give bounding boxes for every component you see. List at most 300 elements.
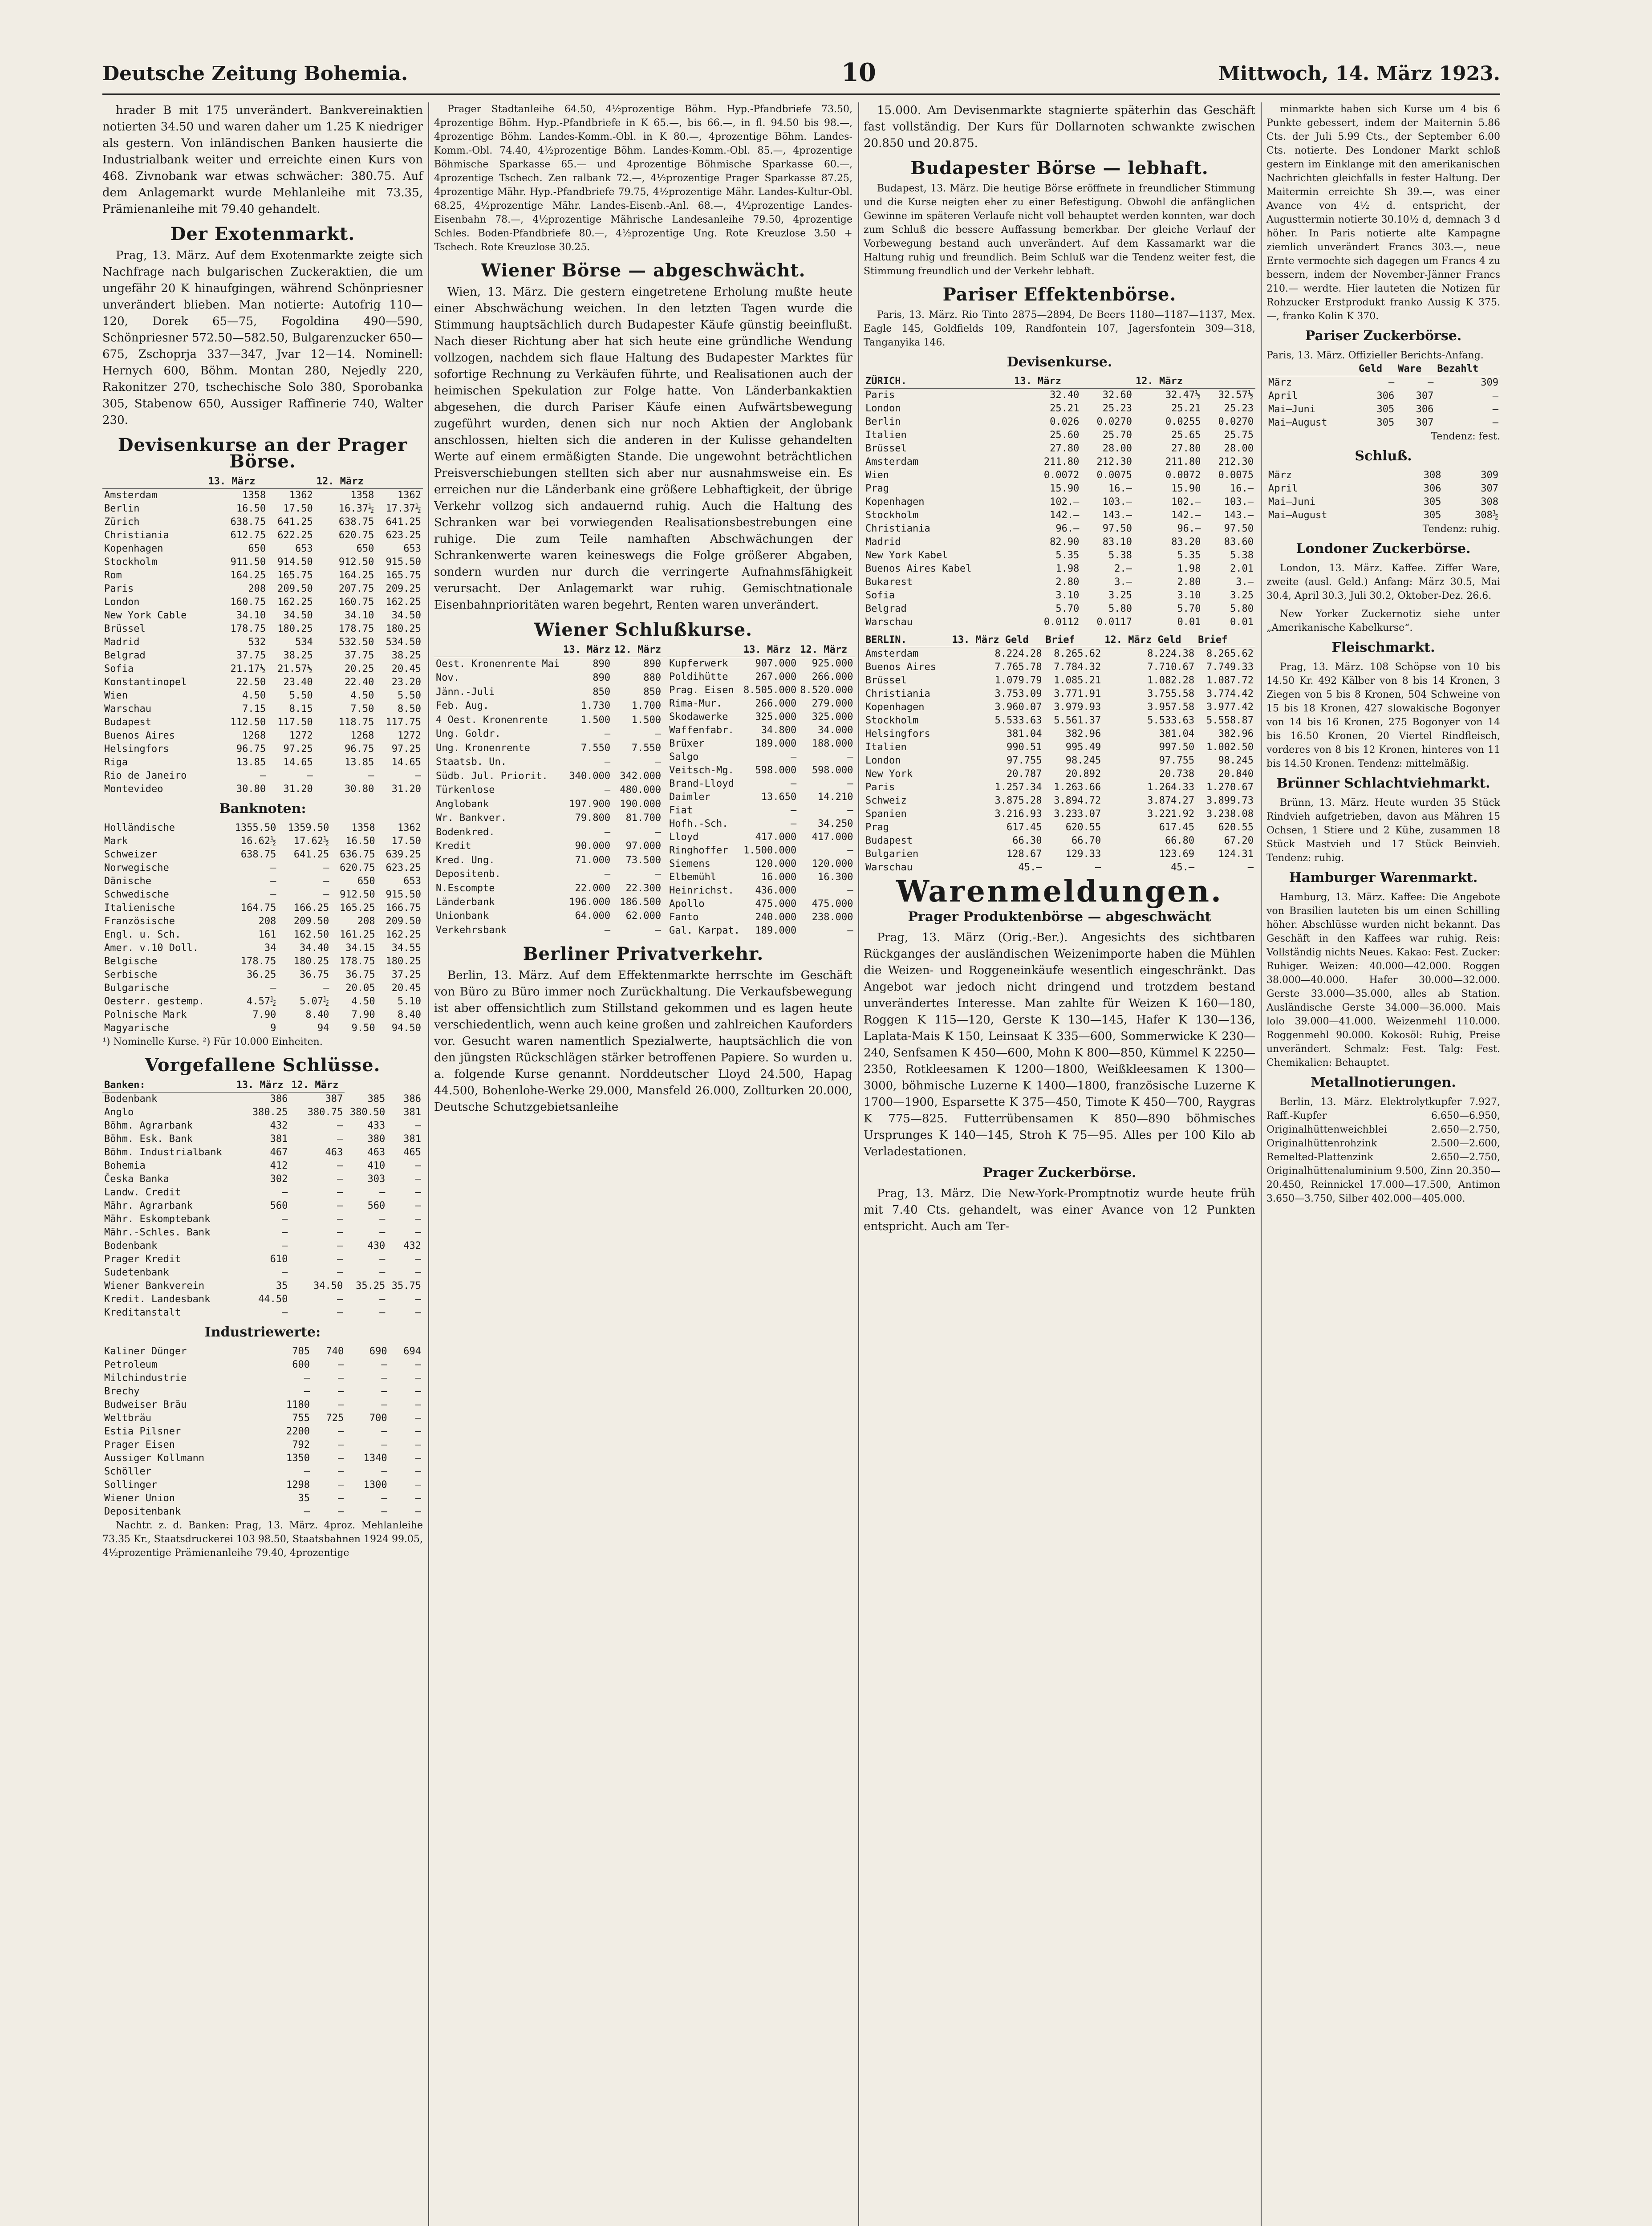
table-row bbox=[102, 888, 423, 902]
table-row bbox=[864, 536, 1255, 549]
row-label: Oest. Kronenrente Mai bbox=[436, 658, 560, 670]
row-label: Skodawerke bbox=[669, 711, 728, 723]
table-row bbox=[667, 737, 855, 751]
row-value: 3.233.07 bbox=[1054, 808, 1101, 820]
row-value: 97.755 bbox=[1006, 755, 1042, 766]
exoten-heading: Der Exotenmarkt. bbox=[170, 223, 355, 244]
table-row bbox=[102, 1358, 423, 1372]
row-value: — bbox=[604, 784, 611, 796]
table-row bbox=[102, 1372, 423, 1385]
row-value: 180.25 bbox=[277, 623, 313, 634]
row-value: 208 bbox=[357, 916, 375, 927]
row-value: 35.75 bbox=[391, 1280, 421, 1292]
table-row bbox=[102, 1133, 423, 1146]
table-row bbox=[864, 754, 1255, 768]
row-label: Schweizer bbox=[104, 849, 158, 860]
produkten-heading: Prager Produktenbörse — abgeschwächt bbox=[908, 909, 1211, 925]
row-value: — bbox=[337, 1267, 343, 1278]
row-value: 209.50 bbox=[293, 916, 329, 927]
row-value: 1355.50 bbox=[235, 822, 276, 833]
row-value: 166.25 bbox=[293, 902, 329, 914]
row-value: 98.245 bbox=[1218, 755, 1254, 766]
row-value: — bbox=[337, 1227, 343, 1238]
row-label: Anglobank bbox=[436, 798, 489, 810]
table-row bbox=[102, 1186, 423, 1199]
table-row bbox=[434, 657, 663, 671]
table-row bbox=[102, 1266, 423, 1280]
row-value: 190.000 bbox=[620, 798, 662, 810]
table-header-cell: Brief bbox=[1043, 634, 1103, 647]
row-value: 380.25 bbox=[252, 1107, 288, 1118]
row-label: Berlin bbox=[865, 416, 901, 427]
table-row bbox=[864, 509, 1255, 522]
table-row bbox=[102, 942, 423, 955]
row-label: Elbemühl bbox=[669, 872, 717, 883]
row-value: 433 bbox=[367, 1120, 386, 1131]
row-value: — bbox=[1492, 390, 1498, 402]
row-value: — bbox=[337, 1214, 343, 1225]
row-value: 240.000 bbox=[755, 912, 797, 923]
table-row bbox=[102, 1022, 423, 1035]
row-label: Prag bbox=[865, 483, 889, 494]
row-value: 5.558.87 bbox=[1206, 715, 1254, 726]
row-value: 27.80 bbox=[1171, 443, 1201, 454]
row-label: Kopenhagen bbox=[865, 496, 925, 508]
row-value: — bbox=[415, 1399, 421, 1410]
row-value: 13.650 bbox=[761, 792, 797, 803]
row-value: — bbox=[270, 889, 276, 900]
row-value: 103.— bbox=[1102, 496, 1132, 508]
row-value: — bbox=[415, 1439, 421, 1450]
row-value: 165.25 bbox=[340, 902, 375, 914]
table-row bbox=[864, 602, 1255, 616]
row-value: 9.50 bbox=[351, 1023, 375, 1034]
row-value: 32.57½ bbox=[1218, 390, 1254, 401]
table-row bbox=[102, 783, 423, 796]
row-value: 35 bbox=[276, 1280, 288, 1292]
row-label: New York bbox=[865, 768, 913, 780]
row-value: 7.765.78 bbox=[994, 662, 1042, 673]
article-intro: Prager Stadtanleihe 64.50, 4½prozentige Böhm. Hyp.-Pfandbriefe 73.50, 4prozentige Böhm. Hyp.-Pfandbriefe in K 65.—, bis 66.—, in fl. 94.50 bis 98.—, 4prozentige Böhm. Landes-Komm.-Obl. in K 80.—, 4prozentige Böhm. Landes-Komm.-Obl. 74.40, 4½prozentige Böhm. Landes-Komm.-Obl. 85.—, 4prozentige Böhmische Sparkasse 65.— und 4prozentige Böhmische Sparkasse 60.—, 4prozentige Tschech. Zen ralbank 72.—, 4½prozentige Prager Sparkasse 87.25, 4prozentige Mähr. Hyp.-Pfandbriefe 79.75, 4½prozentige Mähr. Landes-Kultur-Obl. 68.25, 4½prozentige Mähr. Landes-Eisenb.-Anl. 68.—, 4½prozentige Landes-Eisenbahn 78.—, 4½prozentige Mährische Landesanleihe 79.50, 4prozentige Schles. Boden-Pfandbriefe 80.—, 4½prozentige Ung. Rote Kreuzlose 3.50 + Tschech. Rote Kreuzlose 30.25. bbox=[434, 104, 852, 253]
table-header-cell bbox=[434, 643, 561, 657]
row-value: 83.60 bbox=[1224, 536, 1254, 548]
row-value: — bbox=[847, 778, 853, 789]
table-header-cell: Bezahlt bbox=[1435, 362, 1500, 376]
row-value: — bbox=[304, 1386, 310, 1397]
row-value: — bbox=[337, 1466, 344, 1477]
row-value: 32.40 bbox=[1050, 390, 1080, 401]
row-value: 22.000 bbox=[575, 882, 611, 894]
row-value: 0.0072 bbox=[1043, 470, 1080, 481]
row-value: 27.80 bbox=[1050, 443, 1080, 454]
row-value: 1362 bbox=[289, 490, 313, 501]
table-row bbox=[864, 415, 1255, 429]
table-row bbox=[102, 1213, 423, 1226]
row-value: 641.25 bbox=[277, 516, 313, 528]
row-value: 14.65 bbox=[391, 757, 421, 768]
row-value: 189.000 bbox=[755, 925, 797, 936]
row-value: 623.25 bbox=[386, 530, 421, 541]
row-value: 66.70 bbox=[1072, 835, 1101, 846]
table-row bbox=[864, 562, 1255, 576]
row-value: 705 bbox=[292, 1346, 310, 1357]
table-row bbox=[864, 455, 1255, 469]
row-value: 16.— bbox=[1108, 483, 1132, 494]
row-value: 14.65 bbox=[283, 757, 313, 768]
row-value: 1272 bbox=[398, 730, 421, 741]
row-value: — bbox=[415, 1373, 421, 1384]
row-value: 3.755.58 bbox=[1147, 688, 1195, 699]
row-label: Amsterdam bbox=[865, 456, 919, 467]
table-header-cell: 13. März Geld bbox=[950, 634, 1044, 647]
row-label: Buenos Aires bbox=[104, 730, 175, 741]
row-value: 14.210 bbox=[818, 792, 853, 803]
schlusskurse-table-right bbox=[667, 643, 855, 938]
row-value: 20.892 bbox=[1065, 768, 1101, 780]
row-value: 382.96 bbox=[1218, 728, 1254, 739]
row-value: 23.40 bbox=[283, 677, 313, 688]
row-value: 16.000 bbox=[761, 872, 797, 883]
row-value: — bbox=[655, 756, 662, 768]
row-label: Apollo bbox=[669, 898, 705, 910]
row-value: 16.62½ bbox=[240, 836, 276, 847]
row-label: Česka Banka bbox=[104, 1174, 169, 1185]
row-value: — bbox=[337, 1133, 343, 1145]
row-value: — bbox=[282, 1240, 288, 1251]
row-value: 8.50 bbox=[398, 703, 421, 715]
row-value: 5.561.37 bbox=[1054, 715, 1101, 726]
row-label: Sudetenbank bbox=[104, 1267, 169, 1278]
row-value: 25.21 bbox=[1171, 403, 1201, 414]
row-value: 465 bbox=[403, 1147, 421, 1158]
table-header-cell: 13. März bbox=[235, 1079, 290, 1093]
table-row bbox=[102, 1425, 423, 1438]
row-value: 3.10 bbox=[1055, 590, 1080, 601]
row-value: 102.— bbox=[1050, 496, 1080, 508]
row-value: — bbox=[381, 1373, 387, 1384]
row-value: 3.979.93 bbox=[1054, 702, 1101, 713]
table-row bbox=[667, 884, 855, 898]
row-label: Wiener Union bbox=[104, 1493, 175, 1504]
row-value: — bbox=[337, 1373, 344, 1384]
row-value: 212.30 bbox=[1096, 456, 1132, 467]
table-row bbox=[864, 647, 1255, 661]
row-value: 1298 bbox=[286, 1479, 310, 1491]
row-value: 700 bbox=[369, 1413, 387, 1424]
row-value: 2.01 bbox=[1230, 563, 1254, 574]
row-value: 1362 bbox=[398, 490, 421, 501]
row-value: 598.000 bbox=[812, 765, 853, 776]
row-value: 1350 bbox=[286, 1453, 310, 1464]
row-value: 306 bbox=[1423, 483, 1441, 494]
row-value: 17.62½ bbox=[293, 836, 329, 847]
row-value: — bbox=[791, 751, 797, 763]
column-divider bbox=[1261, 102, 1262, 2226]
row-value: 238.000 bbox=[812, 912, 853, 923]
table-row bbox=[864, 741, 1255, 754]
row-value: — bbox=[337, 1386, 344, 1397]
bruenner-heading: Brünner Schlachtviehmarkt. bbox=[1276, 776, 1490, 791]
row-value: — bbox=[604, 826, 611, 838]
table-row bbox=[864, 389, 1255, 402]
row-value: — bbox=[604, 728, 611, 740]
row-value: 2200 bbox=[286, 1426, 310, 1437]
row-value: 303 bbox=[367, 1174, 386, 1185]
table-row bbox=[102, 516, 423, 529]
row-value: 16.— bbox=[1230, 483, 1254, 494]
row-value: 36.75 bbox=[345, 969, 375, 980]
row-value: 15.90 bbox=[1171, 483, 1201, 494]
page-number: 10 bbox=[841, 58, 876, 87]
row-value: 0.0112 bbox=[1043, 617, 1080, 628]
row-value: 325.000 bbox=[755, 711, 797, 723]
row-label: Unionbank bbox=[436, 910, 489, 922]
row-value: 94.50 bbox=[391, 1023, 421, 1034]
row-value: — bbox=[260, 770, 266, 781]
row-label: Kopenhagen bbox=[104, 543, 163, 554]
row-value: 381.04 bbox=[1159, 728, 1195, 739]
table-header-cell: Brief bbox=[1196, 634, 1255, 647]
table-row bbox=[102, 1280, 423, 1293]
table-row bbox=[864, 661, 1255, 674]
table-row bbox=[434, 811, 663, 825]
row-value: 463 bbox=[325, 1147, 343, 1158]
table-row bbox=[864, 589, 1255, 602]
table-row bbox=[434, 910, 663, 923]
row-value: 1.079.79 bbox=[994, 675, 1042, 686]
row-value: 97.25 bbox=[283, 743, 313, 755]
row-label: Schweiz bbox=[865, 795, 907, 806]
row-value: — bbox=[415, 1214, 421, 1225]
paris-tendenz: Tendenz: fest. bbox=[1431, 431, 1500, 442]
row-value: 34.000 bbox=[818, 725, 853, 736]
table-header-cell: 12. März bbox=[612, 643, 663, 657]
row-value: 0.026 bbox=[1050, 416, 1080, 427]
row-value: 38.25 bbox=[283, 650, 313, 661]
row-value: — bbox=[282, 1214, 288, 1225]
row-value: — bbox=[415, 1386, 421, 1397]
row-value: — bbox=[415, 1254, 421, 1265]
row-value: 1.082.28 bbox=[1147, 675, 1195, 686]
column-divider bbox=[428, 102, 429, 2226]
row-value: 309 bbox=[1481, 470, 1498, 481]
row-label: Wr. Bankver. bbox=[436, 812, 507, 824]
row-value: 890 bbox=[593, 658, 611, 670]
row-value: 97.755 bbox=[1159, 755, 1195, 766]
row-label: Kred. Ung. bbox=[436, 854, 495, 866]
row-label: Mai—August bbox=[1268, 417, 1327, 428]
row-value: 5.533.63 bbox=[1147, 715, 1195, 726]
row-value: 650 bbox=[356, 543, 374, 554]
table-row bbox=[864, 442, 1255, 455]
row-label: Dänische bbox=[104, 876, 151, 887]
row-value: 30.80 bbox=[345, 784, 374, 795]
row-value: 94 bbox=[317, 1023, 329, 1034]
row-label: London bbox=[865, 755, 901, 766]
row-value: 694 bbox=[403, 1346, 421, 1357]
row-label: Schwedische bbox=[104, 889, 169, 900]
row-value: 8.520.000 bbox=[800, 685, 853, 696]
row-label: Zürich bbox=[104, 516, 140, 528]
row-label: Italien bbox=[865, 742, 907, 753]
table-header-cell: ZÜRICH. bbox=[864, 375, 1012, 389]
row-value: 690 bbox=[369, 1346, 387, 1357]
table-row bbox=[102, 582, 423, 596]
hamburger-heading: Hamburger Warenmarkt. bbox=[1289, 870, 1478, 886]
table-row bbox=[864, 848, 1255, 861]
row-value: 25.75 bbox=[1224, 430, 1254, 441]
row-value: 302 bbox=[270, 1174, 288, 1185]
row-value: 4.50 bbox=[242, 690, 266, 701]
row-value: 641.25 bbox=[293, 849, 329, 860]
row-value: 4.50 bbox=[351, 996, 375, 1007]
schluss-tendenz: Tendenz: ruhig. bbox=[1422, 524, 1500, 535]
row-value: 45.— bbox=[1018, 862, 1042, 873]
row-value: 600 bbox=[292, 1359, 310, 1370]
row-value: 44.50 bbox=[258, 1294, 288, 1305]
row-value: 37.75 bbox=[236, 650, 266, 661]
newyork-text: New Yorker Zuckernotiz siehe unter „Amerikanische Kabelkurse“. bbox=[1266, 609, 1500, 634]
row-value: 4.57½ bbox=[247, 996, 276, 1007]
table-header-cell: 13. März bbox=[561, 643, 612, 657]
table-row bbox=[864, 402, 1255, 415]
table-row bbox=[667, 804, 855, 817]
berlin-heading: Berliner Privatverkehr. bbox=[523, 943, 764, 964]
row-label: Wiener Bankverein bbox=[104, 1280, 205, 1292]
budapest-heading: Budapester Börse — lebhaft. bbox=[910, 158, 1209, 179]
exoten-text: Prag, 13. März. Auf dem Exotenmarkte zeigte sich Nachfrage nach bulgarischen Zuckeraktien, die um ungefähr 20 K hinaufgingen, während Schönpriesner unverändert blieben. Man notierte: Autofrig 110—120, Dorek 65—75, Fogoldina 490—590, Schönpriesner 572.50—582.50, Bulgarenzucker 650—675, Zschoprja 337—347, Jvar 12—14. Nominell: Hernych 600, Böhm. Montan 280, Nejedly 220, Rakonitzer 270, tschechische Solo 380, Sporobanka 305, Stabenow 650, Aussiger Raffinerie 740, Walter 230. bbox=[102, 249, 423, 427]
row-value: — bbox=[381, 1439, 387, 1450]
table-header-cell: 13. März bbox=[207, 475, 268, 489]
row-value: — bbox=[304, 1506, 310, 1517]
row-label: Böhm. Agrarbank bbox=[104, 1120, 193, 1131]
table-row bbox=[1266, 469, 1500, 482]
row-value: 34.40 bbox=[300, 942, 329, 954]
row-value: 97.50 bbox=[1102, 523, 1132, 534]
row-label: Berlin bbox=[104, 503, 140, 514]
row-value: 143.— bbox=[1102, 510, 1132, 521]
row-value: 20.45 bbox=[391, 983, 421, 994]
row-value: — bbox=[379, 1267, 386, 1278]
row-label: Kredit. Landesbank bbox=[104, 1294, 211, 1305]
table-row bbox=[102, 902, 423, 915]
table-row bbox=[864, 674, 1255, 687]
row-value: 211.80 bbox=[1043, 456, 1080, 467]
row-value: — bbox=[415, 1294, 421, 1305]
row-value: 308 bbox=[1423, 470, 1441, 481]
table-row bbox=[102, 609, 423, 622]
row-value: 118.75 bbox=[338, 717, 374, 728]
table-row bbox=[102, 915, 423, 928]
schluesse-table bbox=[102, 1079, 423, 1320]
row-value: 17.37½ bbox=[386, 503, 421, 514]
row-value: 3.25 bbox=[1108, 590, 1132, 601]
table-row bbox=[667, 670, 855, 684]
schluss-heading: Schluß. bbox=[1355, 448, 1412, 464]
row-value: 8.265.62 bbox=[1054, 648, 1101, 659]
row-value: 97.000 bbox=[625, 841, 662, 852]
row-value: — bbox=[337, 1294, 343, 1305]
table-row bbox=[102, 1253, 423, 1266]
row-value: 5.38 bbox=[1230, 550, 1254, 561]
row-value: 305 bbox=[1376, 404, 1395, 415]
table-header-cell: 12. März bbox=[315, 475, 376, 489]
table-row bbox=[667, 711, 855, 724]
row-value: 381 bbox=[270, 1133, 288, 1145]
row-value: 20.787 bbox=[1006, 768, 1042, 780]
row-label: Belgrad bbox=[104, 650, 146, 661]
row-value: 617.45 bbox=[1159, 822, 1195, 833]
row-label: Kaliner Dünger bbox=[104, 1346, 187, 1357]
row-value: 4.50 bbox=[350, 690, 374, 701]
row-value: — bbox=[270, 983, 276, 994]
row-label: Buenos Aires Kabel bbox=[865, 563, 972, 574]
row-value: — bbox=[304, 1466, 310, 1477]
row-value: 386 bbox=[270, 1093, 288, 1105]
row-value: 164.75 bbox=[240, 902, 276, 914]
row-value: 1.730 bbox=[580, 700, 611, 712]
table-row bbox=[102, 835, 423, 848]
row-value: 98.245 bbox=[1065, 755, 1101, 766]
row-value: — bbox=[381, 1466, 387, 1477]
row-value: 560 bbox=[367, 1200, 386, 1211]
row-label: Kupferwerk bbox=[669, 658, 728, 669]
industrie-heading: Industriewerte: bbox=[204, 1324, 321, 1340]
row-value: 90.000 bbox=[575, 841, 611, 852]
row-value: 907.000 bbox=[755, 658, 797, 669]
row-value: 31.20 bbox=[391, 784, 421, 795]
row-label: März bbox=[1268, 377, 1292, 388]
row-value: 211.80 bbox=[1165, 456, 1201, 467]
table-row bbox=[864, 549, 1255, 562]
row-value: 308½ bbox=[1475, 510, 1498, 521]
table-row bbox=[102, 995, 423, 1008]
table-row bbox=[667, 791, 855, 804]
row-value: — bbox=[379, 1187, 386, 1198]
table-header-cell: Banken: bbox=[102, 1079, 235, 1093]
row-value: 162.25 bbox=[386, 597, 421, 608]
table-row bbox=[864, 429, 1255, 442]
row-value: — bbox=[1428, 377, 1434, 388]
row-value: 307 bbox=[1481, 483, 1498, 494]
row-value: 638.75 bbox=[338, 516, 374, 528]
table-header-cell: 13. März bbox=[1012, 375, 1081, 389]
row-value: — bbox=[415, 1479, 421, 1491]
row-label: Poldihütte bbox=[669, 671, 728, 682]
table-row bbox=[102, 596, 423, 609]
row-value: 386 bbox=[403, 1093, 421, 1105]
table-row bbox=[864, 861, 1255, 874]
row-value: — bbox=[323, 876, 329, 887]
table-header-cell: Geld bbox=[1357, 362, 1396, 376]
table-row bbox=[102, 1293, 423, 1306]
row-label: Wien bbox=[104, 690, 128, 701]
row-value: — bbox=[337, 1160, 343, 1171]
row-value: 3.899.73 bbox=[1206, 795, 1254, 806]
row-value: 208 bbox=[258, 916, 276, 927]
table-row bbox=[667, 924, 855, 938]
row-label: Paris bbox=[865, 390, 895, 401]
row-value: 178.75 bbox=[338, 623, 374, 634]
table-row bbox=[102, 1173, 423, 1186]
row-value: 279.000 bbox=[812, 698, 853, 709]
row-label: Brechy bbox=[104, 1386, 140, 1397]
row-value: 209.50 bbox=[386, 916, 421, 927]
metall-text: Berlin, 13. März. Elektrolytkupfer 7.927, Raff.-Kupfer 6.650—6.950, Originalhüttenweichblei 2.650—2.750, Originalhüttenrohzink 2.500—2.600, Remelted-Plattenzink 2.650—2.750, Originalhüttenaluminium 9.500, Zinn 20.350—20.450, Reinnickel 17.000—17.500, Antimon 3.650—3.750, Silber 402.000—405.000. bbox=[1266, 1097, 1500, 1204]
row-value: 66.30 bbox=[1012, 835, 1042, 846]
banknoten-heading: Banknoten: bbox=[219, 801, 306, 816]
table-row bbox=[667, 911, 855, 924]
